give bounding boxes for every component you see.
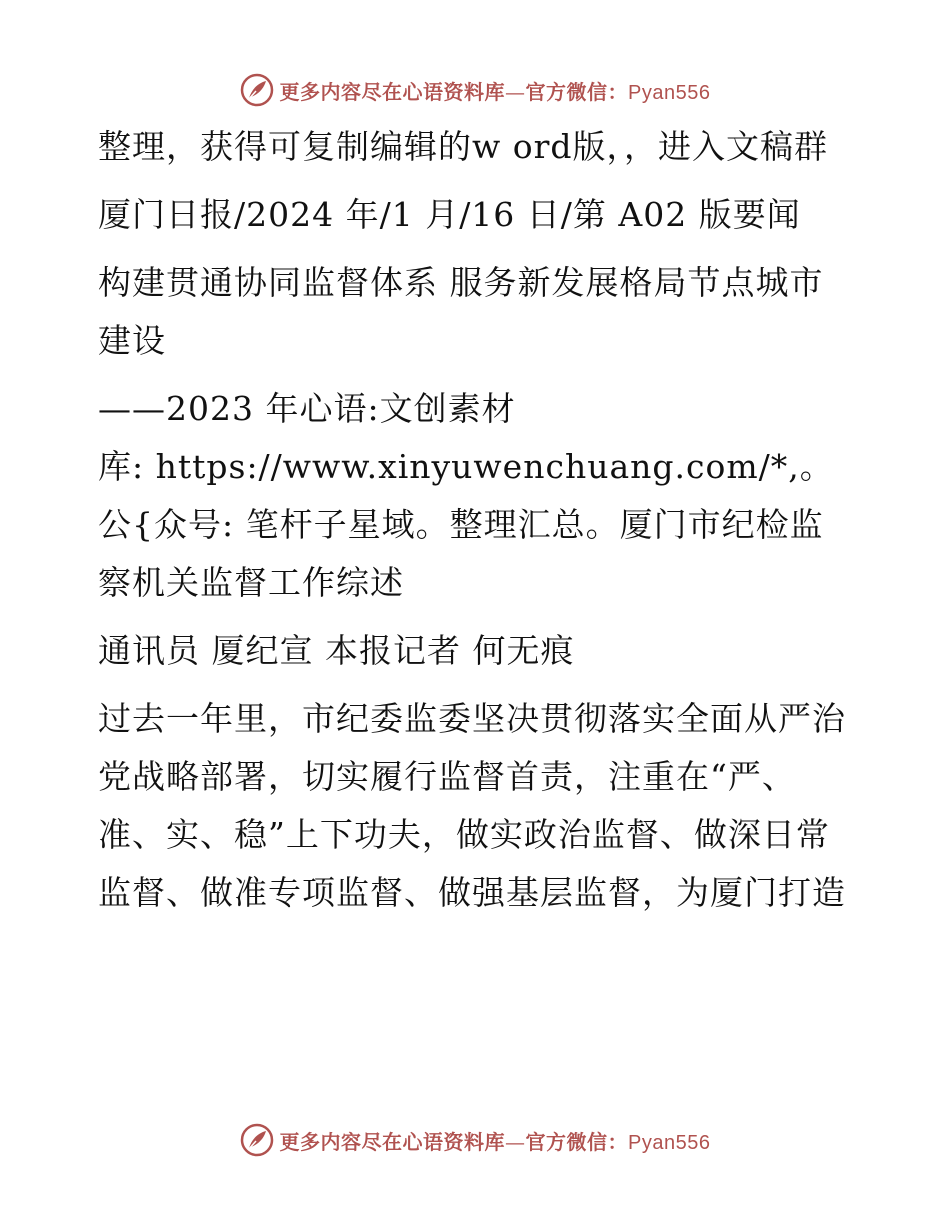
watermark-handle: Pyan556 [628, 81, 711, 104]
article-byline: 通讯员 厦纪宣 本报记者 何无痕 [98, 631, 575, 670]
article-body: 过去一年里，市纪委监委坚决贯彻落实全面从严治党战略部署，切实履行监督首责，注重在“严、准、实、稳”上下功夫，做实政治监督、做深日常监督、做准专项监督、做强基层监督，为厦门打造 [98, 699, 846, 912]
paragraph-intro: 整理，获得可复制编辑的w ord版，，进入文稿群 [98, 127, 829, 166]
watermark-handle: Pyan556 [628, 1131, 711, 1154]
header-watermark [0, 70, 950, 110]
article-title: 构建贯通协同监督体系 服务新发展格局节点城市建设 [98, 263, 824, 360]
watermark-text [280, 1126, 711, 1155]
article-subtitle-line2: 库: https://www.xinyuwenchuang.com/*,。公{众号: 笔杆子星域。整理汇总。厦门市纪检监察机关监督工作综述 [98, 447, 834, 602]
feather-logo-icon [240, 73, 274, 107]
document-body [98, 118, 853, 932]
watermark-official: 官方微信： [525, 79, 629, 104]
footer-watermark [0, 1120, 950, 1160]
watermark-site: 更多内容尽在心语资料库 [279, 79, 506, 104]
watermark-dash: — [505, 79, 526, 104]
watermark-official: 官方微信： [525, 1129, 629, 1154]
watermark-dash: — [505, 1129, 526, 1154]
paragraph-source: 厦门日报/2024 年/1 月/16 日/第 A02 版要闻 [98, 195, 801, 234]
watermark-text [280, 76, 711, 105]
watermark-site: 更多内容尽在心语资料库 [279, 1129, 506, 1154]
feather-logo-icon [240, 1123, 274, 1157]
article-subtitle-line1: ——2023 年心语:文创素材 [98, 389, 516, 428]
